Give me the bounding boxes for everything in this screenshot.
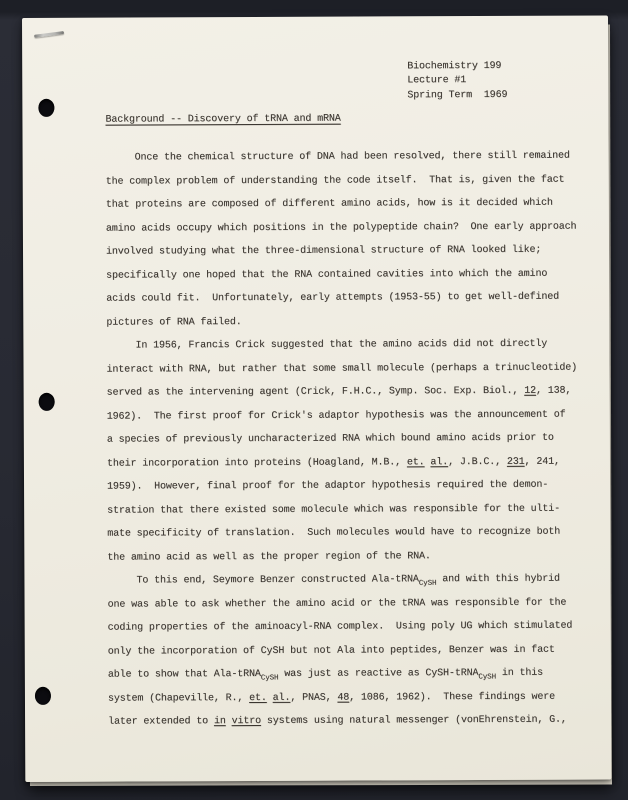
text-segment: later extended to [108, 716, 214, 728]
text-line [106, 309, 588, 335]
document-header [407, 60, 507, 103]
text-line [107, 450, 589, 476]
text-segment: and with this hybrid [436, 573, 560, 586]
text-segment: specifically one hoped that the RNA contained cavities into which the amino [106, 268, 548, 282]
text-segment: , PNAS, [290, 692, 338, 704]
text-segment: coding properties of the aminoacyl-RNA complex. Using poly UG which stimulated [107, 620, 573, 634]
subscript-text: CySH [478, 673, 496, 682]
text-line [108, 591, 590, 617]
underlined-text: al. [272, 692, 291, 704]
text-segment: that proteins are composed of different amino acids, how is it decided which [105, 197, 553, 211]
text-line [108, 709, 590, 735]
text-segment: involved studying what the three-dimensional structure of RNA looked like; [105, 244, 542, 258]
text-segment: their incorporation into proteins (Hoagland, M.B., [106, 456, 407, 470]
text-segment: Once the chemical structure of DNA had been resolved, there still remained [134, 150, 570, 164]
subscript-text: CySH [260, 674, 279, 683]
text-segment: , 241, [524, 456, 560, 468]
text-segment: stration that there existed some molecule which was responsible for the ulti- [107, 503, 561, 517]
text-segment: To this end, Seymore Benzer constructed Ala-tRNA [136, 574, 419, 587]
text-line [108, 638, 590, 664]
text-line [106, 333, 588, 359]
text-segment: pictures of RNA failed. [106, 316, 242, 329]
text-segment: in this [495, 667, 544, 679]
text-segment: 1959). However, final proof for the adaptor hypothesis required the demon- [107, 479, 549, 493]
text-segment: amino acids occupy which positions in the polypeptide chain? One early approach [105, 221, 577, 235]
text-segment: the amino acid as well as the proper region of the RNA. [107, 550, 431, 564]
term-line: Spring Term 1969 [407, 89, 508, 101]
text-segment: In 1956, Francis Crick suggested that the amino acids did not directly [135, 338, 548, 352]
text-line [107, 544, 589, 570]
hole-punch [35, 687, 51, 705]
subscript-text: CySH [418, 579, 437, 588]
text-segment: only the incorporation of CySH but not Ala into peptides, Benzer was in fact [107, 644, 555, 658]
text-segment: a species of previously uncharacterized RNA which bound amino acids prior to [106, 432, 554, 446]
text-line [107, 380, 589, 406]
course-name: Biochemistry 199 [407, 60, 502, 73]
text-line [107, 497, 589, 523]
text-line [106, 192, 588, 218]
text-segment: one was able to ask whether the amino acid or the tRNA was responsible for the [107, 597, 567, 611]
lecture-number: Lecture #1 [407, 75, 467, 87]
underlined-text: 48 [337, 692, 350, 704]
paper-sheet [22, 15, 611, 782]
text-line [108, 662, 590, 688]
underlined-text: 231 [506, 456, 525, 468]
text-line [107, 474, 589, 500]
staple [34, 31, 64, 38]
text-segment: systems using natural messenger (vonEhrenstein, G., [260, 714, 567, 727]
underlined-text: et. [406, 456, 425, 468]
text-segment: interact with RNA, but rather that some small molecule (perhaps a trinucleotide) [106, 362, 578, 376]
text-line [107, 568, 589, 594]
text-line [107, 403, 589, 429]
text-segment: system (Chapeville, R., [107, 692, 250, 705]
document-body [106, 145, 591, 735]
hole-punch [39, 393, 55, 411]
underlined-text: vitro [231, 715, 262, 728]
text-segment: , J.B.C., [448, 456, 507, 468]
text-segment: 1962). The first proof for Crick's adaptor hypothesis was the announcement of [106, 409, 566, 423]
text-line [106, 145, 588, 171]
underlined-text: al. [430, 456, 449, 468]
text-segment: the complex problem of understanding the code itself. That is, given the fact [105, 174, 565, 188]
underlined-text: et. [249, 692, 267, 704]
text-segment: able to show that Ala-tRNA [107, 668, 261, 681]
text-line [106, 168, 588, 194]
text-segment: , 1086, 1962). These findings were [349, 691, 556, 704]
text-line [108, 615, 590, 641]
text-segment: served as the intervening agent (Crick, F.H.C., Symp. Soc. Exp. Biol., [106, 385, 525, 399]
text-line [106, 239, 588, 265]
text-line [106, 286, 588, 312]
hole-punch [38, 99, 54, 117]
section-title: Background -- Discovery of tRNA and mRNA [105, 113, 341, 126]
text-line [106, 262, 588, 288]
text-line [107, 427, 589, 453]
text-line [106, 356, 588, 382]
text-segment: acids could fit. Unfortunately, early attempts (1953-55) to get well-defined [106, 291, 560, 305]
text-line [106, 215, 588, 241]
text-segment: , 138, [535, 385, 572, 397]
underlined-text: in [213, 716, 226, 728]
text-line [107, 521, 589, 547]
text-segment: was just as reactive as CySH-tRNA [278, 668, 479, 680]
text-segment: mate specificity of translation. Such molecules would have to recognize both [107, 526, 561, 540]
text-line [108, 685, 590, 711]
underlined-text: 12 [524, 385, 536, 397]
